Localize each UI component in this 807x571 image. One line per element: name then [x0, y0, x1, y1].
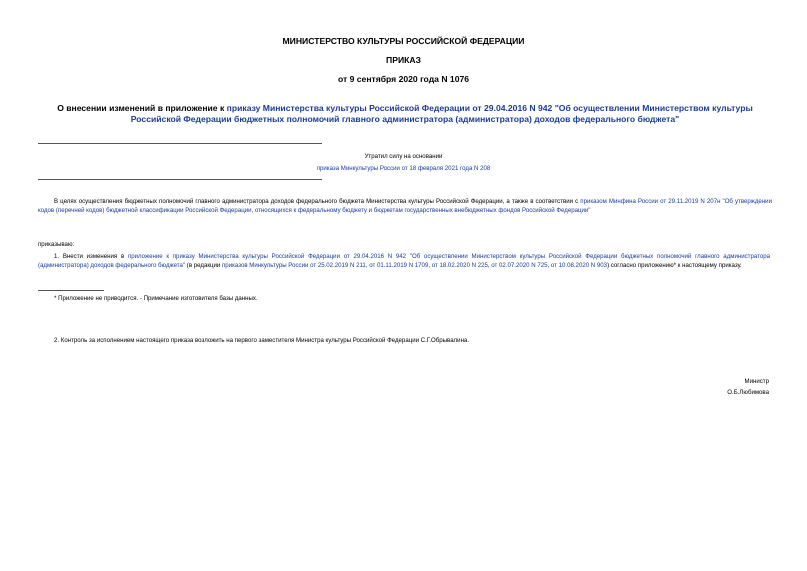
preamble-paragraph: [38, 198, 772, 215]
divider-status: [38, 179, 322, 180]
ministry-heading: МИНИСТЕРСТВО КУЛЬТУРЫ РОССИЙСКОЙ ФЕДЕРАЦИИ: [282, 36, 525, 46]
status-link[interactable]: приказа Минкультуры России от 18 февраля 2021 года N 208: [316, 165, 491, 172]
signature-name: О.Б.Любимова: [727, 389, 769, 396]
document-title: [38, 103, 772, 125]
title-prefix: О внесении изменений в приложение к: [57, 103, 227, 113]
item-1-text-2: (в редакции: [185, 261, 222, 269]
preamble-link[interactable]: приказом Минфина России от 29.11.2019 N 207н "Об утверждении кодов (перечней кодов) бюджетной классификации Российской Федерации, относящихся к федеральному бюджету и бюджетам государственных внебюджетных фондов Российской Федерации": [38, 198, 772, 214]
item-1-paragraph: [38, 253, 770, 270]
order-word: приказываю:: [38, 241, 75, 248]
item-1-text-3: ) согласно приложению* к настоящему приказу.: [607, 261, 742, 269]
preamble-text: В целях осуществления бюджетных полномочий главного администратора доходов федерального бюджета Министерства культуры Российской Федерации, а также в соответствии с: [54, 198, 581, 205]
status-label: Утратил силу на основании: [364, 153, 443, 160]
footnote-divider: [38, 290, 104, 291]
divider-top: [38, 143, 322, 144]
item-1-link-orders[interactable]: приказов Минкультуры России от 25.02.2019 N 211, от 01.11.2019 N 1709, от 18.02.2020 N 225, от 02.07.2020 N 725, от 10.08.2020 N 903: [222, 261, 608, 269]
title-link[interactable]: приказу Министерства культуры Российской Федерации от 29.04.2016 N 942 "Об осуществлении Министерством культуры Российской Федерации бюджетных полномочий главного администратора (администратора) доходов федерального бюджета": [130, 103, 753, 124]
doc-type-heading: ПРИКАЗ: [386, 55, 421, 65]
signature-position: Министр: [744, 378, 769, 385]
doc-date-number: от 9 сентября 2020 года N 1076: [337, 74, 470, 84]
item-2-paragraph: 2. Контроль за исполнением настоящего приказа возложить на первого заместителя Министра культуры Российской Федерации С.Г.Обрывалина.: [54, 337, 470, 344]
footnote: * Приложение не приводится. - Примечание изготовителя базы данных.: [54, 295, 258, 302]
item-1-link-appendix[interactable]: приложение к приказу Министерства культуры Российской Федерации от 29.04.2016 N 942 "Об осуществлении Министерством культуры Российской Федерации бюджетных полномочий главного администратора (администратора) доходов федерального бюджета": [38, 253, 770, 269]
item-1-text: 1. Внести изменения в: [54, 253, 128, 260]
